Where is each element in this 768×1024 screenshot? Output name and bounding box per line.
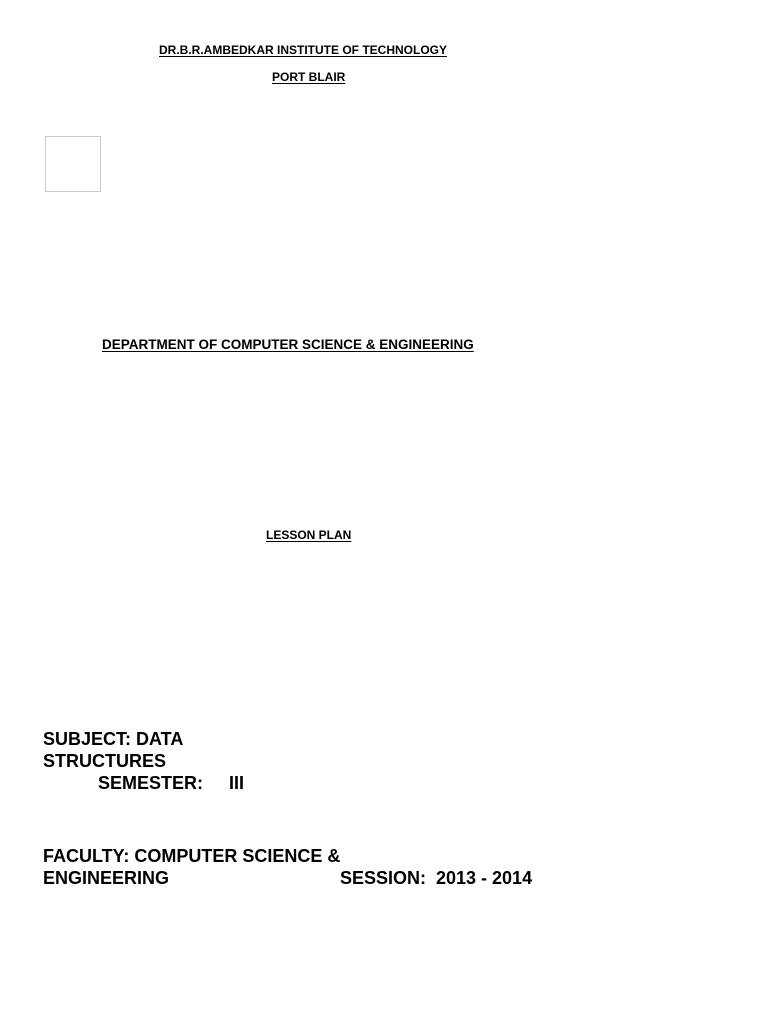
faculty-line-1: FACULTY: COMPUTER SCIENCE & (43, 846, 341, 866)
subject-line-2: STRUCTURES (43, 751, 167, 771)
document-title: LESSON PLAN (266, 528, 352, 542)
institute-name: DR.B.R.AMBEDKAR INSTITUTE OF TECHNOLOGY (159, 43, 447, 57)
semester-value: III (229, 773, 245, 793)
faculty-line-2: ENGINEERING (43, 868, 170, 888)
logo-placeholder (45, 136, 101, 192)
department-title: DEPARTMENT OF COMPUTER SCIENCE & ENGINEERING (102, 337, 474, 352)
session-label: SESSION: (340, 868, 427, 888)
semester-label: SEMESTER: (98, 773, 204, 793)
subject-line-1: SUBJECT: DATA (43, 729, 184, 749)
institute-location: PORT BLAIR (272, 70, 346, 84)
session-value: 2013 - 2014 (436, 868, 533, 888)
